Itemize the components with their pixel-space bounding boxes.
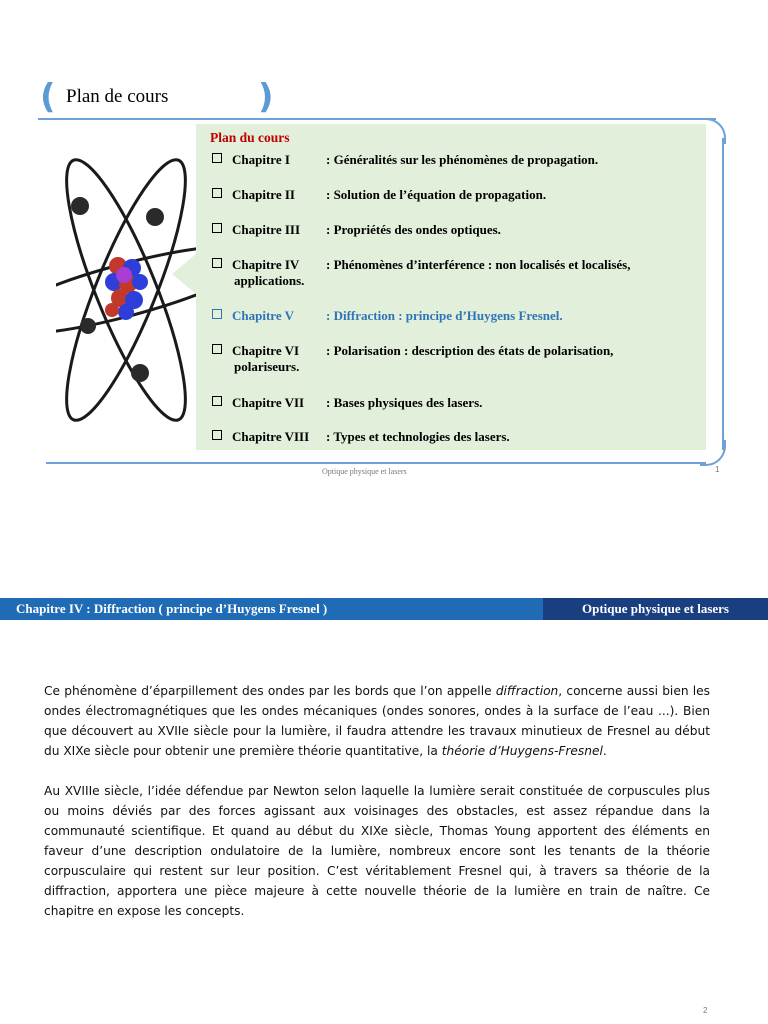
toc-item-chapitre-1: Chapitre I : Généralités sur les phénomènes de propagation.	[212, 152, 692, 168]
checkbox-icon	[212, 430, 222, 440]
frame-right-rule	[722, 138, 724, 450]
body-text	[44, 681, 710, 921]
slide-footer: Optique physique et lasers	[322, 467, 407, 476]
electron-icon	[71, 197, 89, 215]
paragraph-2: Au XVIIIe siècle, l’idée défendue par Newton selon laquelle la lumière serait constituée de corpuscules plus ou moins déviés par des forces agissant aux voisinages des obstacles, est assez répandue dans la communauté scientifique. Et quand au début du XIXe siècle, Thomas Young apportent des éléments en faveur d’une description ondulatoire de la lumière, nombreux encore sont les tenants de la théorie corpusculaire qui restent sur leur position. C’est véritablement Fresnel qui, à travers sa théorie de la diffraction, apportera une pièce majeure à cette nouvelle théorie de la lumière en train de naître. Ce chapitre en expose les concepts.	[44, 784, 710, 918]
right-bracket-icon: )	[258, 77, 274, 117]
chapter-header-bar	[0, 598, 768, 620]
toc-item-chapitre-5: Chapitre V : Diffraction : principe d’Huygens Fresnel.	[212, 308, 692, 324]
toc-item-chapitre-2: Chapitre II : Solution de l’équation de propagation.	[212, 187, 692, 203]
electron-icon	[80, 318, 96, 334]
checkbox-icon	[212, 258, 222, 268]
nucleus	[105, 257, 148, 320]
title-rule	[38, 118, 716, 120]
checkbox-icon	[212, 309, 222, 319]
left-bracket-icon: (	[40, 77, 56, 117]
toc-heading: Plan du cours	[210, 130, 290, 145]
checkbox-icon	[212, 344, 222, 354]
toc-box	[172, 124, 706, 450]
toc-item-chapitre-6: Chapitre VI : Polarisation : description des états de polarisation, polariseurs.	[212, 343, 692, 375]
checkbox-icon	[212, 188, 222, 198]
toc-item-chapitre-8: Chapitre VIII : Types et technologies des lasers.	[212, 429, 692, 445]
electron-icon	[146, 208, 164, 226]
chapter-title: Chapitre IV : Diffraction ( principe d’Huygens Fresnel )	[16, 601, 328, 616]
paragraph-1: Ce phénomène d’éparpillement des ondes par les bords que l’on appelle diffraction, concerne aussi bien les ondes électromagnétiques que les ondes mécaniques (ondes sonores, ondes à la surface de l’eau ...). Bien que découvert au XVIIe siècle pour la lumière, il faudra attendre les travaux minutieux de Fresnel au début du XIXe siècle pour obtenir une première théorie quantitative, la théorie d’Huygens-Fresnel.	[44, 684, 711, 758]
course-title: Optique physique et lasers	[582, 601, 729, 616]
toc-item-chapitre-7: Chapitre VII : Bases physiques des lasers.	[212, 395, 692, 411]
toc-item-chapitre-4: Chapitre IV : Phénomènes d’interférence : non localisés et localisés, applications.	[212, 257, 692, 289]
checkbox-icon	[212, 153, 222, 163]
electron-icon	[131, 364, 149, 382]
checkbox-icon	[212, 396, 222, 406]
page-number: 2	[703, 1006, 708, 1015]
bottom-rule	[46, 462, 706, 464]
checkbox-icon	[212, 223, 222, 233]
slide-title: Plan de cours	[66, 86, 169, 107]
toc-item-chapitre-3: Chapitre III : Propriétés des ondes optiques.	[212, 222, 692, 238]
page-number: 1	[715, 465, 720, 474]
